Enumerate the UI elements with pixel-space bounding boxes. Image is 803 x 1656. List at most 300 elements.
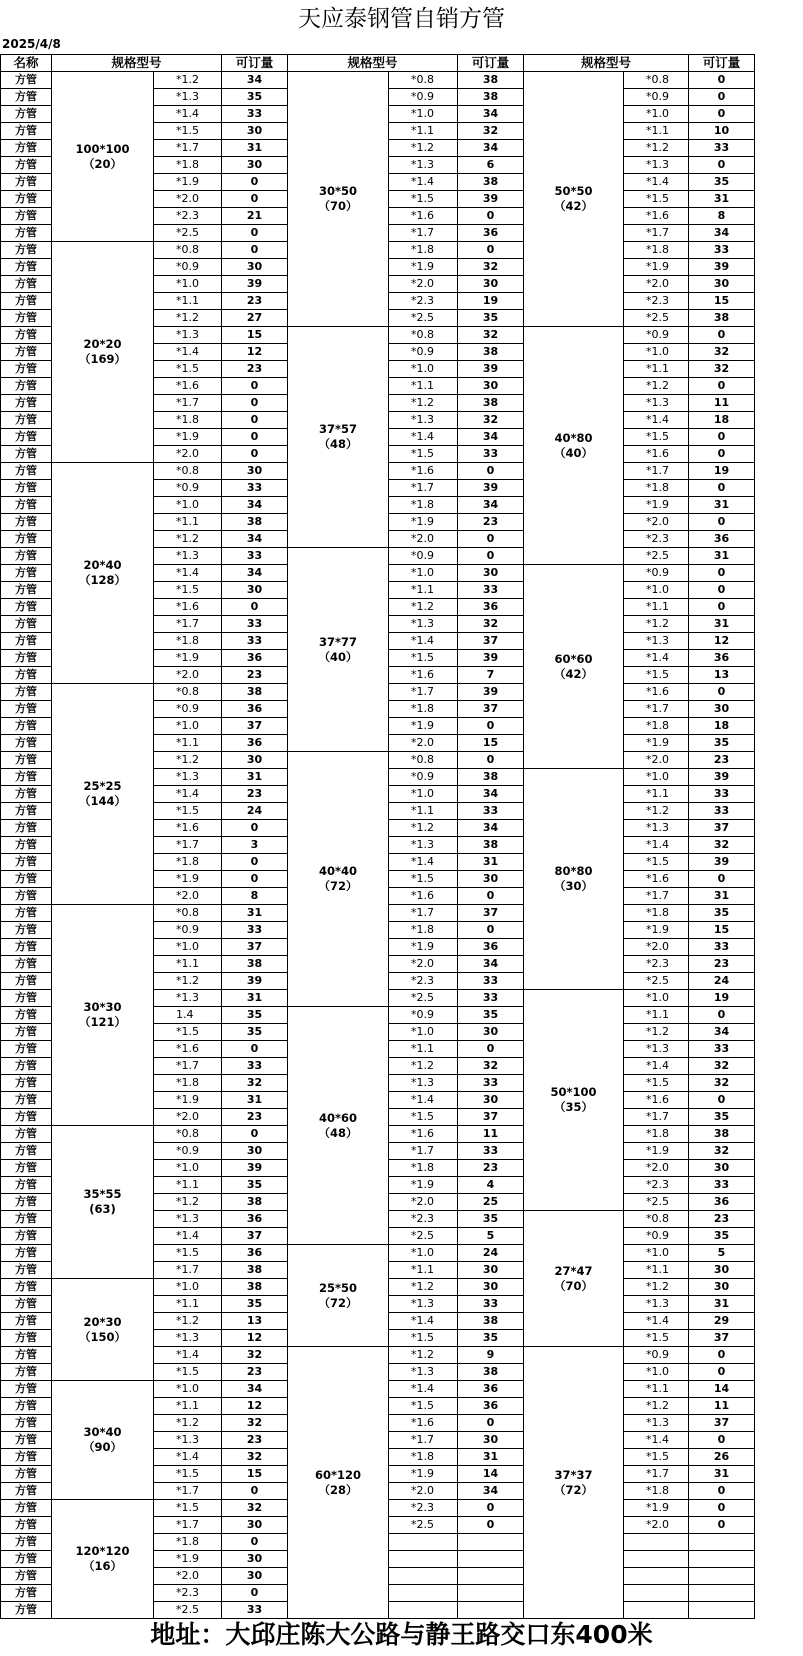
thickness-cell: *1.6 bbox=[389, 888, 458, 905]
quantity-cell: 0 bbox=[222, 412, 288, 429]
quantity-cell: 19 bbox=[689, 463, 755, 480]
product-name-cell: 方管 bbox=[1, 72, 52, 89]
quantity-cell: 0 bbox=[689, 446, 755, 463]
thickness-cell: *1.0 bbox=[154, 939, 222, 956]
quantity-cell: 0 bbox=[222, 191, 288, 208]
quantity-cell: 15 bbox=[222, 327, 288, 344]
thickness-cell: *1.2 bbox=[154, 310, 222, 327]
product-name-cell: 方管 bbox=[1, 89, 52, 106]
thickness-cell: *2.5 bbox=[389, 310, 458, 327]
quantity-cell: 30 bbox=[458, 565, 524, 582]
thickness-cell: *1.7 bbox=[624, 1109, 689, 1126]
quantity-cell: 39 bbox=[689, 769, 755, 786]
thickness-cell: *2.3 bbox=[389, 1211, 458, 1228]
product-name-cell: 方管 bbox=[1, 1449, 52, 1466]
thickness-cell: *1.4 bbox=[624, 1313, 689, 1330]
thickness-cell: *1.2 bbox=[624, 803, 689, 820]
thickness-cell: *0.9 bbox=[624, 89, 689, 106]
size-group-cell bbox=[52, 1381, 154, 1500]
quantity-cell: 32 bbox=[458, 123, 524, 140]
product-name-cell: 方管 bbox=[1, 1381, 52, 1398]
thickness-cell: *1.0 bbox=[624, 990, 689, 1007]
header-row bbox=[1, 55, 755, 72]
thickness-cell bbox=[389, 1534, 458, 1551]
size-group-count: （16） bbox=[82, 1559, 122, 1573]
thickness-cell: *0.8 bbox=[154, 242, 222, 259]
quantity-cell: 33 bbox=[222, 480, 288, 497]
thickness-cell: *1.5 bbox=[154, 1500, 222, 1517]
size-group-label: 100*100 bbox=[75, 141, 130, 156]
thickness-cell: *2.5 bbox=[389, 1517, 458, 1534]
product-name-cell: 方管 bbox=[1, 1313, 52, 1330]
quantity-cell: 38 bbox=[222, 684, 288, 701]
quantity-cell: 35 bbox=[458, 310, 524, 327]
product-name-cell: 方管 bbox=[1, 1330, 52, 1347]
thickness-cell bbox=[624, 1585, 689, 1602]
product-name-cell: 方管 bbox=[1, 854, 52, 871]
thickness-cell: *0.9 bbox=[389, 548, 458, 565]
thickness-cell: *0.9 bbox=[154, 1143, 222, 1160]
quantity-cell: 32 bbox=[458, 1058, 524, 1075]
header-spec: 规格型号 bbox=[524, 55, 689, 72]
thickness-cell: *2.0 bbox=[389, 735, 458, 752]
thickness-cell: *1.7 bbox=[389, 225, 458, 242]
quantity-cell: 35 bbox=[689, 1109, 755, 1126]
quantity-cell: 0 bbox=[222, 378, 288, 395]
thickness-cell: *1.0 bbox=[389, 106, 458, 123]
quantity-cell: 30 bbox=[458, 1279, 524, 1296]
thickness-cell: *1.9 bbox=[389, 718, 458, 735]
size-group-label: 25*25 bbox=[83, 779, 122, 793]
thickness-cell: *1.5 bbox=[154, 1245, 222, 1262]
thickness-cell: *1.5 bbox=[154, 1466, 222, 1483]
thickness-cell: *1.2 bbox=[624, 140, 689, 157]
quantity-cell: 0 bbox=[689, 157, 755, 174]
thickness-cell: *1.4 bbox=[389, 1313, 458, 1330]
size-group-label: 60*120 bbox=[314, 1467, 362, 1482]
quantity-cell: 33 bbox=[222, 633, 288, 650]
thickness-cell: *1.1 bbox=[389, 123, 458, 140]
size-group-count: （90） bbox=[82, 1440, 122, 1454]
quantity-cell: 38 bbox=[458, 1364, 524, 1381]
quantity-cell: 39 bbox=[222, 973, 288, 990]
size-group-cell bbox=[524, 327, 624, 565]
quantity-cell: 23 bbox=[222, 1109, 288, 1126]
quantity-cell: 0 bbox=[458, 752, 524, 769]
quantity-cell: 0 bbox=[689, 1364, 755, 1381]
quantity-cell: 0 bbox=[458, 548, 524, 565]
quantity-cell: 4 bbox=[458, 1177, 524, 1194]
quantity-cell: 15 bbox=[689, 293, 755, 310]
thickness-cell: *1.7 bbox=[154, 616, 222, 633]
size-group-count: （28） bbox=[318, 1482, 358, 1497]
quantity-cell: 0 bbox=[222, 395, 288, 412]
thickness-cell: *2.3 bbox=[624, 956, 689, 973]
product-name-cell: 方管 bbox=[1, 1364, 52, 1381]
thickness-cell: *1.3 bbox=[154, 89, 222, 106]
size-group-label: 20*20 bbox=[83, 337, 122, 351]
size-group-cell bbox=[288, 72, 389, 327]
thickness-cell: *0.8 bbox=[154, 905, 222, 922]
thickness-cell: *1.4 bbox=[154, 1347, 222, 1364]
thickness-cell: *2.3 bbox=[624, 293, 689, 310]
thickness-cell: *1.0 bbox=[389, 1024, 458, 1041]
quantity-cell: 19 bbox=[458, 293, 524, 310]
quantity-cell: 0 bbox=[689, 1347, 755, 1364]
quantity-cell bbox=[458, 1551, 524, 1568]
quantity-cell: 0 bbox=[458, 242, 524, 259]
thickness-cell: *1.0 bbox=[154, 718, 222, 735]
product-name-cell: 方管 bbox=[1, 1194, 52, 1211]
thickness-cell: *1.3 bbox=[154, 1211, 222, 1228]
thickness-cell: *1.9 bbox=[154, 1092, 222, 1109]
thickness-cell: *0.8 bbox=[624, 1211, 689, 1228]
header-qty: 可订量 bbox=[689, 55, 755, 72]
quantity-cell: 30 bbox=[689, 1160, 755, 1177]
size-group-count: (63) bbox=[89, 1202, 116, 1216]
thickness-cell: *2.0 bbox=[154, 667, 222, 684]
quantity-cell: 23 bbox=[458, 514, 524, 531]
product-name-cell: 方管 bbox=[1, 922, 52, 939]
quantity-cell: 33 bbox=[222, 106, 288, 123]
quantity-cell: 38 bbox=[458, 769, 524, 786]
thickness-cell: *1.9 bbox=[389, 939, 458, 956]
quantity-cell bbox=[458, 1568, 524, 1585]
quantity-cell: 36 bbox=[458, 1398, 524, 1415]
product-name-cell: 方管 bbox=[1, 990, 52, 1007]
quantity-cell: 7 bbox=[458, 667, 524, 684]
product-name-cell: 方管 bbox=[1, 599, 52, 616]
thickness-cell: *1.4 bbox=[389, 1381, 458, 1398]
product-name-cell: 方管 bbox=[1, 276, 52, 293]
size-group-label: 20*30 bbox=[83, 1314, 122, 1329]
product-name-cell: 方管 bbox=[1, 1041, 52, 1058]
thickness-cell: *1.9 bbox=[624, 1500, 689, 1517]
thickness-cell: *2.5 bbox=[389, 1228, 458, 1245]
product-name-cell: 方管 bbox=[1, 1092, 52, 1109]
product-name-cell: 方管 bbox=[1, 735, 52, 752]
quantity-cell: 30 bbox=[222, 123, 288, 140]
quantity-cell: 0 bbox=[458, 531, 524, 548]
thickness-cell: *1.2 bbox=[154, 1415, 222, 1432]
thickness-cell: *2.0 bbox=[154, 1109, 222, 1126]
quantity-cell: 24 bbox=[222, 803, 288, 820]
quantity-cell: 23 bbox=[222, 361, 288, 378]
size-group-label: 30*30 bbox=[83, 1000, 122, 1014]
size-group-label: 40*60 bbox=[318, 1110, 358, 1125]
product-name-cell: 方管 bbox=[1, 378, 52, 395]
quantity-cell: 0 bbox=[458, 463, 524, 480]
size-group-cell bbox=[288, 327, 389, 548]
thickness-cell: *1.4 bbox=[154, 106, 222, 123]
thickness-cell: *1.5 bbox=[624, 854, 689, 871]
thickness-cell: *1.8 bbox=[389, 1160, 458, 1177]
thickness-cell: 1.4 bbox=[154, 1007, 222, 1024]
quantity-cell: 37 bbox=[222, 1228, 288, 1245]
thickness-cell: *2.0 bbox=[154, 191, 222, 208]
thickness-cell: *1.5 bbox=[154, 1364, 222, 1381]
quantity-cell: 39 bbox=[222, 1160, 288, 1177]
quantity-cell: 32 bbox=[689, 1075, 755, 1092]
quantity-cell bbox=[689, 1551, 755, 1568]
size-group-count: （20） bbox=[82, 156, 122, 171]
quantity-cell: 30 bbox=[458, 276, 524, 293]
thickness-cell: *1.7 bbox=[154, 1483, 222, 1500]
thickness-cell: *2.0 bbox=[389, 1483, 458, 1500]
size-group-label: 40*40 bbox=[318, 864, 358, 878]
quantity-cell: 23 bbox=[222, 1432, 288, 1449]
quantity-cell: 23 bbox=[222, 667, 288, 684]
thickness-cell: *1.8 bbox=[154, 1075, 222, 1092]
thickness-cell: *1.3 bbox=[154, 1330, 222, 1347]
product-name-cell: 方管 bbox=[1, 395, 52, 412]
quantity-cell: 6 bbox=[458, 157, 524, 174]
size-group-cell bbox=[52, 905, 154, 1126]
product-name-cell: 方管 bbox=[1, 633, 52, 650]
quantity-cell: 30 bbox=[222, 1517, 288, 1534]
product-name-cell: 方管 bbox=[1, 582, 52, 599]
quantity-cell: 12 bbox=[222, 1330, 288, 1347]
size-group-count: （48） bbox=[318, 437, 358, 451]
quantity-cell: 38 bbox=[458, 72, 524, 89]
size-group-label: 120*120 bbox=[75, 1544, 130, 1558]
size-group-count: （128） bbox=[78, 573, 126, 587]
quantity-cell: 36 bbox=[689, 650, 755, 667]
quantity-cell: 39 bbox=[458, 684, 524, 701]
thickness-cell: *1.4 bbox=[389, 854, 458, 871]
thickness-cell: *1.4 bbox=[624, 650, 689, 667]
quantity-cell: 31 bbox=[689, 1466, 755, 1483]
thickness-cell: *1.9 bbox=[389, 259, 458, 276]
product-name-cell: 方管 bbox=[1, 1211, 52, 1228]
quantity-cell: 32 bbox=[222, 1075, 288, 1092]
thickness-cell: *1.1 bbox=[624, 1262, 689, 1279]
quantity-cell: 23 bbox=[222, 786, 288, 803]
thickness-cell: *0.9 bbox=[624, 565, 689, 582]
quantity-cell: 35 bbox=[689, 1228, 755, 1245]
quantity-cell: 38 bbox=[222, 1194, 288, 1211]
product-name-cell: 方管 bbox=[1, 837, 52, 854]
thickness-cell: *1.2 bbox=[624, 1398, 689, 1415]
thickness-cell: *1.8 bbox=[624, 718, 689, 735]
thickness-cell: *1.6 bbox=[624, 446, 689, 463]
quantity-cell: 35 bbox=[222, 1024, 288, 1041]
quantity-cell: 36 bbox=[222, 1245, 288, 1262]
size-group-cell bbox=[52, 684, 154, 905]
thickness-cell: *1.4 bbox=[154, 1228, 222, 1245]
size-group-cell bbox=[288, 1347, 389, 1619]
quantity-cell: 33 bbox=[689, 1041, 755, 1058]
thickness-cell: *1.3 bbox=[154, 769, 222, 786]
quantity-cell bbox=[689, 1568, 755, 1585]
thickness-cell: *1.8 bbox=[154, 1534, 222, 1551]
thickness-cell: *1.5 bbox=[389, 1109, 458, 1126]
thickness-cell: *1.1 bbox=[154, 1177, 222, 1194]
product-name-cell: 方管 bbox=[1, 939, 52, 956]
product-name-cell: 方管 bbox=[1, 1143, 52, 1160]
quantity-cell: 33 bbox=[222, 548, 288, 565]
quantity-cell: 33 bbox=[222, 1058, 288, 1075]
quantity-cell: 0 bbox=[458, 718, 524, 735]
quantity-cell: 0 bbox=[689, 599, 755, 616]
thickness-cell: *0.9 bbox=[154, 480, 222, 497]
quantity-cell: 30 bbox=[222, 582, 288, 599]
product-name-cell: 方管 bbox=[1, 803, 52, 820]
thickness-cell: *1.4 bbox=[154, 344, 222, 361]
header-qty: 可订量 bbox=[458, 55, 524, 72]
thickness-cell: *1.8 bbox=[389, 242, 458, 259]
thickness-cell: *0.9 bbox=[624, 1347, 689, 1364]
quantity-cell: 13 bbox=[222, 1313, 288, 1330]
quantity-cell: 32 bbox=[222, 1415, 288, 1432]
thickness-cell: *0.9 bbox=[624, 1228, 689, 1245]
quantity-cell: 35 bbox=[689, 735, 755, 752]
quantity-cell: 32 bbox=[222, 1449, 288, 1466]
quantity-cell: 0 bbox=[222, 599, 288, 616]
quantity-cell: 0 bbox=[689, 514, 755, 531]
quantity-cell: 34 bbox=[458, 106, 524, 123]
quantity-cell: 35 bbox=[222, 1296, 288, 1313]
product-name-cell: 方管 bbox=[1, 344, 52, 361]
quantity-cell: 37 bbox=[222, 718, 288, 735]
quantity-cell: 34 bbox=[458, 429, 524, 446]
thickness-cell: *1.8 bbox=[389, 1449, 458, 1466]
quantity-cell: 35 bbox=[458, 1330, 524, 1347]
quantity-cell: 38 bbox=[458, 344, 524, 361]
thickness-cell: *1.2 bbox=[624, 1024, 689, 1041]
quantity-cell: 34 bbox=[222, 531, 288, 548]
thickness-cell: *2.5 bbox=[154, 225, 222, 242]
thickness-cell: *1.5 bbox=[624, 1075, 689, 1092]
quantity-cell: 37 bbox=[689, 1330, 755, 1347]
product-name-cell: 方管 bbox=[1, 1466, 52, 1483]
size-group-label: 37*77 bbox=[318, 634, 358, 649]
size-group-cell bbox=[524, 769, 624, 990]
quantity-cell: 36 bbox=[222, 1211, 288, 1228]
quantity-cell: 15 bbox=[222, 1466, 288, 1483]
quantity-cell: 9 bbox=[458, 1347, 524, 1364]
quantity-cell: 35 bbox=[222, 1177, 288, 1194]
thickness-cell: *1.2 bbox=[154, 531, 222, 548]
quantity-cell: 0 bbox=[222, 820, 288, 837]
thickness-cell: *1.0 bbox=[154, 276, 222, 293]
thickness-cell: *1.0 bbox=[389, 1245, 458, 1262]
quantity-cell: 0 bbox=[222, 854, 288, 871]
thickness-cell: *1.8 bbox=[154, 633, 222, 650]
thickness-cell: *1.1 bbox=[389, 1041, 458, 1058]
thickness-cell: *1.7 bbox=[389, 1143, 458, 1160]
product-name-cell: 方管 bbox=[1, 1296, 52, 1313]
product-name-cell: 方管 bbox=[1, 820, 52, 837]
thickness-cell: *2.0 bbox=[154, 888, 222, 905]
quantity-cell: 34 bbox=[458, 956, 524, 973]
quantity-cell: 0 bbox=[458, 1500, 524, 1517]
size-group-label: 50*100 bbox=[550, 1085, 597, 1099]
quantity-cell: 0 bbox=[689, 1500, 755, 1517]
thickness-cell: *1.9 bbox=[389, 514, 458, 531]
thickness-cell: *2.3 bbox=[389, 1500, 458, 1517]
product-name-cell: 方管 bbox=[1, 123, 52, 140]
thickness-cell: *0.9 bbox=[624, 327, 689, 344]
thickness-cell: *1.8 bbox=[624, 1483, 689, 1500]
quantity-cell: 29 bbox=[689, 1313, 755, 1330]
thickness-cell: *2.5 bbox=[154, 1602, 222, 1619]
thickness-cell: *1.9 bbox=[624, 259, 689, 276]
thickness-cell: *1.0 bbox=[389, 361, 458, 378]
product-name-cell: 方管 bbox=[1, 1432, 52, 1449]
quantity-cell: 39 bbox=[689, 259, 755, 276]
quantity-cell: 33 bbox=[458, 973, 524, 990]
thickness-cell: *1.4 bbox=[154, 565, 222, 582]
product-name-cell: 方管 bbox=[1, 1517, 52, 1534]
thickness-cell: *1.6 bbox=[389, 208, 458, 225]
thickness-cell: *2.3 bbox=[154, 1585, 222, 1602]
thickness-cell: *1.2 bbox=[154, 1313, 222, 1330]
quantity-cell: 30 bbox=[458, 871, 524, 888]
quantity-cell: 38 bbox=[222, 1262, 288, 1279]
quantity-cell: 34 bbox=[222, 565, 288, 582]
product-name-cell: 方管 bbox=[1, 208, 52, 225]
stock-table bbox=[0, 54, 755, 1619]
thickness-cell: *1.6 bbox=[389, 1415, 458, 1432]
quantity-cell: 19 bbox=[689, 990, 755, 1007]
thickness-cell: *2.0 bbox=[624, 514, 689, 531]
quantity-cell: 8 bbox=[222, 888, 288, 905]
product-name-cell: 方管 bbox=[1, 548, 52, 565]
quantity-cell: 39 bbox=[458, 650, 524, 667]
quantity-cell: 0 bbox=[689, 1483, 755, 1500]
quantity-cell: 38 bbox=[689, 1126, 755, 1143]
thickness-cell: *1.1 bbox=[154, 956, 222, 973]
quantity-cell: 36 bbox=[689, 1194, 755, 1211]
quantity-cell: 31 bbox=[689, 1296, 755, 1313]
quantity-cell: 39 bbox=[222, 276, 288, 293]
quantity-cell: 0 bbox=[689, 378, 755, 395]
quantity-cell: 25 bbox=[458, 1194, 524, 1211]
header-spec: 规格型号 bbox=[52, 55, 222, 72]
quantity-cell: 36 bbox=[222, 735, 288, 752]
table-row bbox=[1, 72, 755, 89]
thickness-cell: *1.6 bbox=[154, 599, 222, 616]
thickness-cell: *1.9 bbox=[154, 871, 222, 888]
thickness-cell: *1.5 bbox=[389, 871, 458, 888]
thickness-cell: *1.9 bbox=[154, 429, 222, 446]
quantity-cell: 0 bbox=[689, 1092, 755, 1109]
thickness-cell: *1.2 bbox=[389, 395, 458, 412]
thickness-cell: *1.3 bbox=[624, 1041, 689, 1058]
quantity-cell: 35 bbox=[458, 1211, 524, 1228]
quantity-cell: 31 bbox=[689, 616, 755, 633]
product-name-cell: 方管 bbox=[1, 259, 52, 276]
quantity-cell: 0 bbox=[222, 446, 288, 463]
quantity-cell: 0 bbox=[458, 922, 524, 939]
quantity-cell: 31 bbox=[458, 854, 524, 871]
sheet-date: 2025/4/8 bbox=[2, 37, 61, 51]
thickness-cell: *1.5 bbox=[389, 191, 458, 208]
quantity-cell: 36 bbox=[458, 599, 524, 616]
product-name-cell: 方管 bbox=[1, 191, 52, 208]
thickness-cell: *1.7 bbox=[154, 140, 222, 157]
thickness-cell bbox=[389, 1585, 458, 1602]
thickness-cell: *1.2 bbox=[389, 820, 458, 837]
quantity-cell: 32 bbox=[458, 616, 524, 633]
quantity-cell: 8 bbox=[689, 208, 755, 225]
quantity-cell: 15 bbox=[689, 922, 755, 939]
product-name-cell: 方管 bbox=[1, 769, 52, 786]
quantity-cell: 30 bbox=[222, 157, 288, 174]
thickness-cell: *1.5 bbox=[154, 803, 222, 820]
thickness-cell: *1.2 bbox=[389, 1279, 458, 1296]
